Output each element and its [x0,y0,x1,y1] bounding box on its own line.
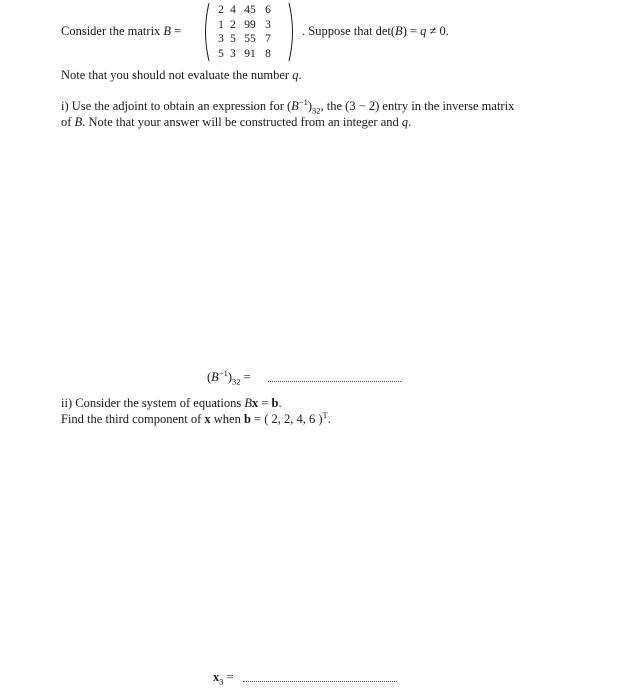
part-i-l1-b: B [291,99,299,113]
matrix-grid [215,3,275,61]
answer-i-label [207,367,251,387]
part-i-l2-a: of [61,115,75,129]
answer-ii-var: x [213,670,220,684]
det-q: q [420,24,427,38]
part-ii-l1-end: . [278,396,282,410]
part-i-l2-c: . Note that your answer will be constructed from an integer and [82,115,402,129]
answer-ii-blank[interactable] [243,681,397,682]
part-i-l2-end: . [408,115,412,129]
part-ii-l2-a: Find the third component of [61,412,205,426]
part-ii-l2-b: b [243,412,251,426]
part-i-l1-sup: −1 [298,96,308,107]
part-ii-line-1 [61,396,282,411]
matrix-cell: 91 [244,47,256,60]
part-i-l1-c: ) [307,99,313,113]
answer-i-close: ) [227,370,233,384]
part-i-l2-b: B [74,115,83,129]
matrix-cell: 5 [230,33,236,45]
answer-ii-sub: 3 [219,676,224,687]
note-text: Note that you should not evaluate the number [61,68,293,82]
intro-lead-text: Consider the matrix [61,24,161,38]
part-ii-l2-end: . [327,412,331,426]
matrix-cell: 99 [244,18,256,31]
matrix-cell: 6 [265,4,271,16]
answer-i-sub: 32 [232,376,241,387]
note-end: . [298,68,302,82]
neq-zero: ≠ 0. [426,24,449,38]
note-line [61,68,302,83]
det-close: ) = [402,24,421,38]
answer-i-sup: −1 [218,367,228,378]
matrix-cell: 5 [218,47,224,60]
part-i-l1-a: i) Use the adjoint to obtain an expression for ( [61,99,292,113]
matrix-cell: 8 [265,47,271,60]
matrix-cell: 4 [230,4,236,16]
matrix-name: B [163,24,172,38]
part-i-line-2 [61,115,411,130]
part-ii-l1-eq: = [258,396,272,410]
part-ii-line-2 [61,409,331,427]
part-i-line-1 [61,96,515,116]
matrix-cell: 55 [244,33,256,45]
answer-ii-label [213,670,234,685]
answer-i-open: ( [207,370,212,384]
left-paren [201,2,211,62]
part-i-l1-sub: 32 [312,105,321,116]
matrix-cell: 7 [265,33,271,45]
part-ii-l2-vec: = ( 2, 2, 4, 6 ) [250,412,323,426]
part-ii-l2-T: T [322,409,328,420]
note-q: q [292,68,299,82]
matrix-b [201,2,297,62]
part-ii-l2-x: x [204,412,211,426]
matrix-cell: 1 [218,18,224,31]
part-i-l2-q: q [401,115,409,129]
answer-ii-equals: = [223,670,234,684]
det-var: B [395,24,403,38]
right-paren [287,2,297,62]
answer-i-equals: = [240,370,251,384]
intro-lead [61,24,181,39]
part-ii-l1-b: b [271,396,279,410]
part-ii-l1-x: x [251,396,259,410]
answer-i-var: B [211,370,219,384]
matrix-cell: 3 [218,33,224,45]
answer-i-blank[interactable] [268,381,401,382]
matrix-cell: 2 [230,18,236,31]
intro-equals: = [174,24,182,38]
matrix-cell: 2 [218,4,224,16]
matrix-cell: 45 [244,4,256,16]
part-ii-l2-when: when [210,412,244,426]
suppose-text: . Suppose that det( [302,24,396,38]
matrix-cell: 3 [265,18,271,31]
intro-suppose [302,24,449,39]
part-i-l1-d: , the (3 − 2) entry in the inverse matrix [320,99,515,113]
matrix-cell: 3 [230,47,236,60]
part-ii-l1-B: B [244,396,252,410]
part-ii-l1-a: ii) Consider the system of equations [61,396,245,410]
